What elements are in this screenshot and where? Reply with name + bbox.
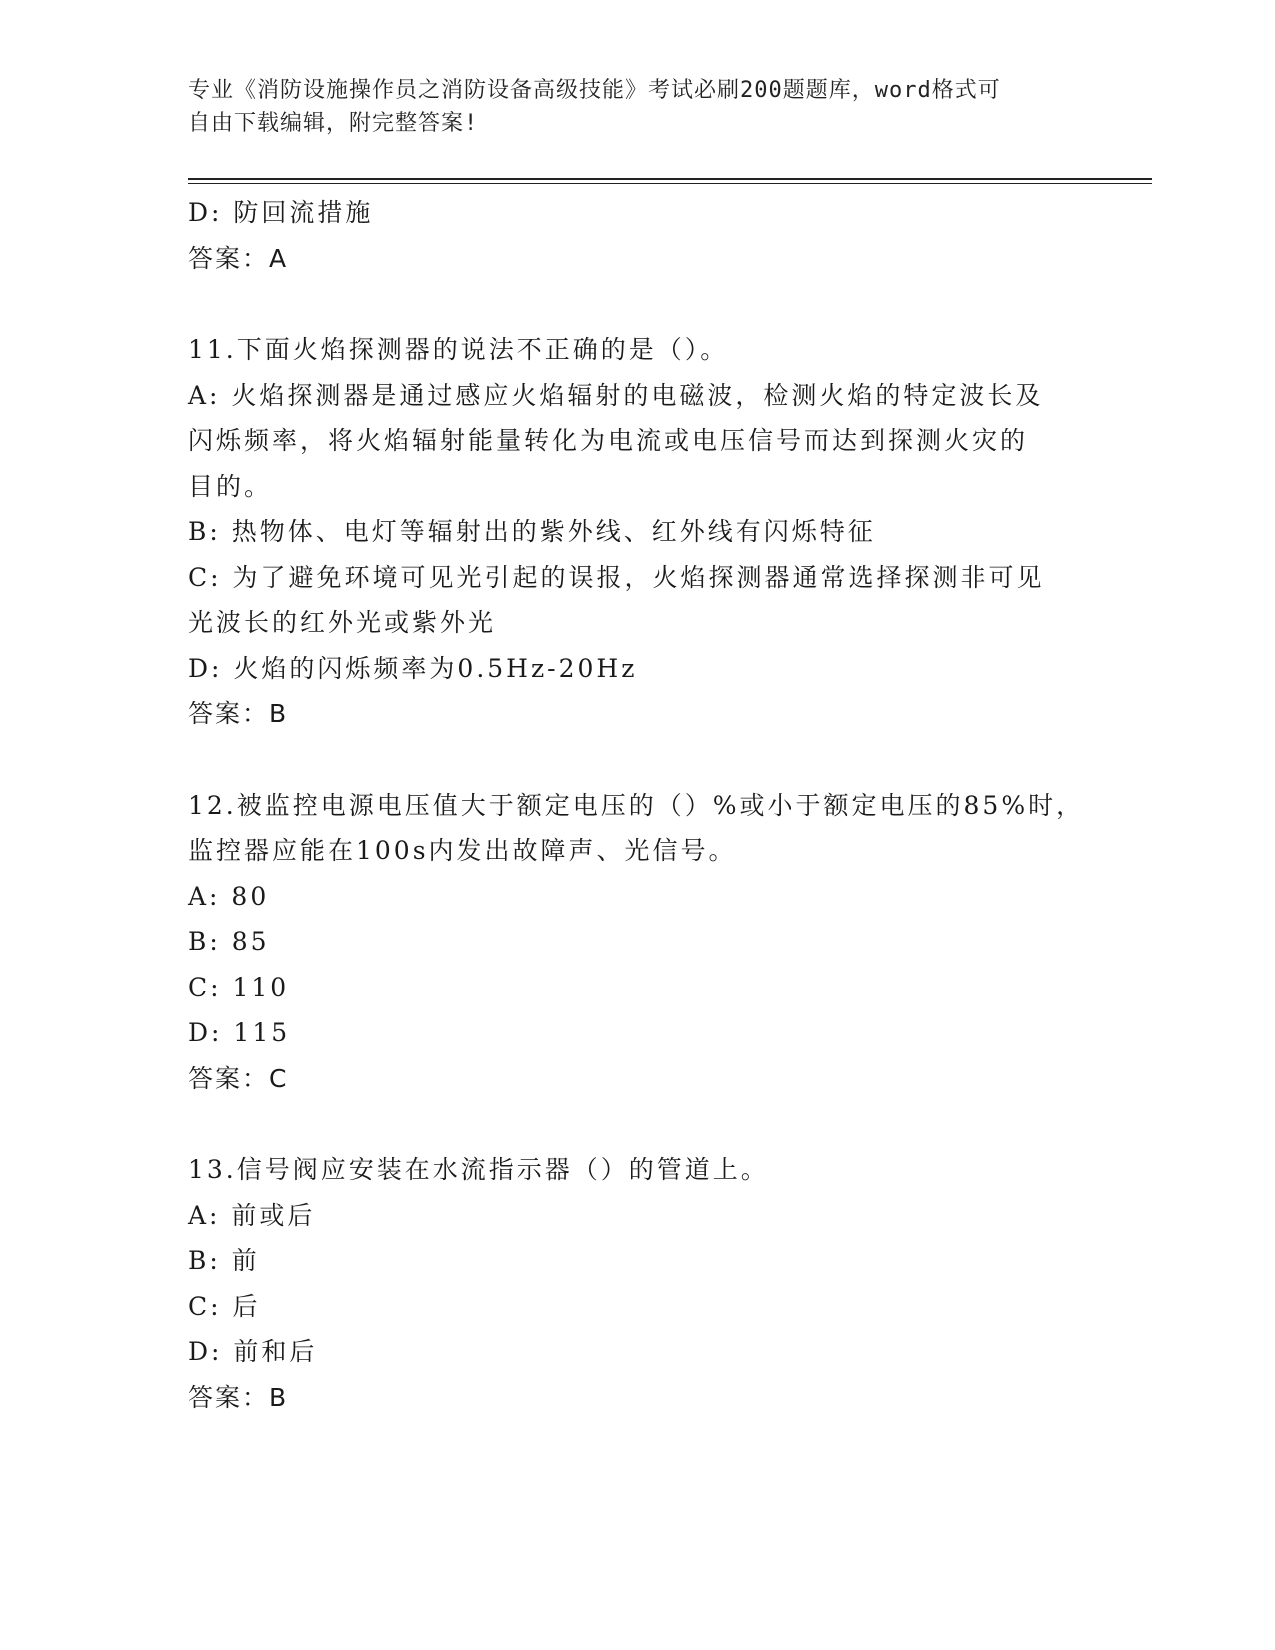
answer-line: 答案：B: [188, 1382, 289, 1412]
option-c: C: 后: [188, 1291, 261, 1321]
spacer: [188, 737, 1088, 783]
option-d: D: 115: [188, 1018, 291, 1047]
option-a-continued: 闪烁频率，将火焰辐射能量转化为电流或电压信号而达到探测火灾的: [188, 426, 1029, 455]
spacer: [188, 281, 1088, 327]
option-b: B: 前: [188, 1246, 260, 1275]
question-11: [188, 327, 1088, 737]
option-c-continued: 光波长的红外光或紫外光: [188, 608, 497, 637]
option-d: D: 防回流措施: [188, 198, 374, 227]
option-d: D: 前和后: [188, 1337, 318, 1366]
question-stem: 13.信号阀应安装在水流指示器（）的管道上。: [188, 1155, 769, 1184]
header-line-2: 自由下载编辑，附完整答案!: [188, 111, 479, 136]
question-stem: 12.被监控电源电压值大于额定电压的（）%或小于额定电压的85%时，: [188, 790, 1085, 820]
header-line-1: 专业《消防设施操作员之消防设备高级技能》考试必刷200题题库，word格式可: [188, 78, 1001, 103]
answer-line: 答案：C: [188, 1063, 289, 1093]
document-body: [188, 190, 1088, 1420]
option-c: C: 110: [188, 972, 290, 1002]
question-stem: 11.下面火焰探测器的说法不正确的是（）。: [188, 335, 729, 364]
header-rule-thick: [188, 178, 1152, 180]
option-b: B: 85: [188, 927, 270, 956]
document-header: [188, 74, 1068, 140]
question-13: [188, 1147, 1088, 1420]
answer-line: 答案：A: [188, 243, 289, 273]
option-d: D: 火焰的闪烁频率为0.5Hz-20Hz: [188, 653, 638, 683]
option-a: A: 80: [188, 881, 270, 911]
spacer: [188, 1101, 1088, 1147]
answer-line: 答案：B: [188, 699, 289, 728]
option-a: A: 前或后: [188, 1200, 316, 1230]
header-rule-thin: [188, 183, 1152, 184]
question-10-tail: [188, 190, 1088, 281]
option-a: A: 火焰探测器是通过感应火焰辐射的电磁波，检测火焰的特定波长及: [188, 380, 1044, 410]
question-12: [188, 783, 1088, 1102]
option-c: C: 为了避免环境可见光引起的误报，火焰探测器通常选择探测非可见: [188, 562, 1045, 592]
question-stem-continued: 监控器应能在100s内发出故障声、光信号。: [188, 836, 737, 865]
option-b: B: 热物体、电灯等辐射出的紫外线、红外线有闪烁特征: [188, 517, 876, 546]
option-a-continued: 目的。: [188, 471, 273, 501]
